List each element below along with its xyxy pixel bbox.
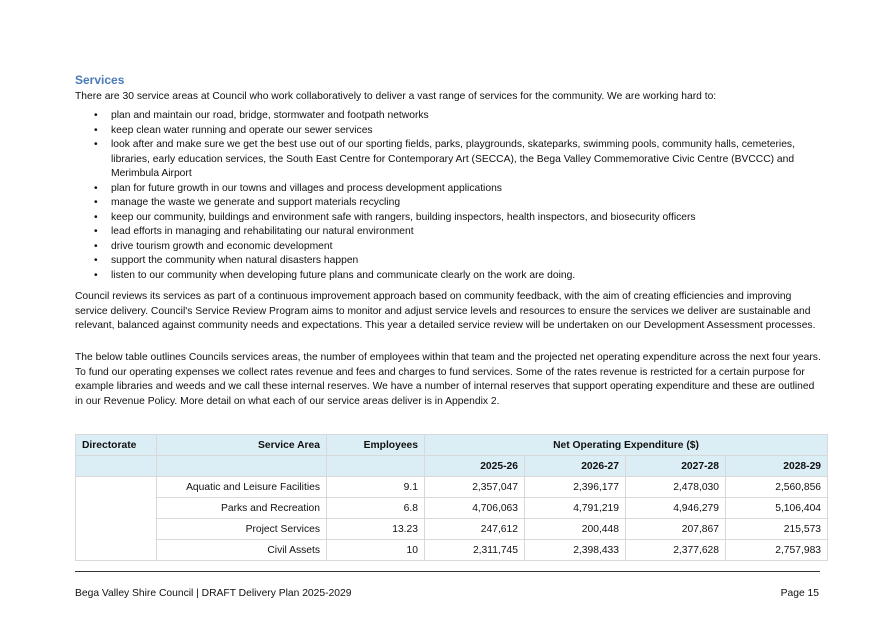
bullet-icon: • — [94, 124, 98, 136]
service-areas-table — [75, 434, 828, 561]
expenditure-cell: 2,377,628 — [626, 540, 726, 561]
bullet-icon: • — [94, 182, 98, 194]
expenditure-cell: 2,311,745 — [425, 540, 525, 561]
expenditure-cell: 2,398,433 — [525, 540, 626, 561]
intro-paragraph: There are 30 service areas at Council who work collaboratively to deliver a vast range of services for the community. We are working hard to: — [75, 91, 717, 102]
expenditure-cell: 200,448 — [525, 519, 626, 540]
services-bullet-list — [75, 109, 820, 283]
table-header-row — [76, 435, 828, 456]
bullet-icon: • — [94, 240, 98, 252]
expenditure-cell: 207,867 — [626, 519, 726, 540]
bullet-icon: • — [94, 269, 98, 281]
expenditure-cell: 2,357,047 — [425, 477, 525, 498]
service-review-paragraph: Council reviews its services as part of a continuous improvement approach based on community feedback, with the aim of creating efficiencies and improving service delivery. Council's Service Review Program aims to monitor and adjust service levels and resources to ensure the services we deliver are sustainable and relevant, balanced against community needs and expectations. This year a detailed service review will be undertaken on our Development Assessment processes. — [75, 291, 816, 331]
expenditure-cell: 215,573 — [726, 519, 828, 540]
expenditure-cell: 4,706,063 — [425, 498, 525, 519]
expenditure-cell: 4,791,219 — [525, 498, 626, 519]
footer-divider — [75, 571, 820, 572]
list-item — [75, 269, 820, 284]
list-item-text: plan for future growth in our towns and villages and process development applications — [111, 182, 502, 194]
footer-page-number: Page 15 — [780, 588, 819, 599]
list-item-text: look after and make sure we get the best use out of our sporting fields, parks, playgrounds, skateparks, swimming pools, community halls, cemeteries, libraries, early education services, the South East Centre for Contemporary Art (SECCA), the Bega Valley Commemorative Civic Centre (BVCCC) and Merimbula Airport — [111, 139, 795, 179]
employees-cell: 13.23 — [327, 519, 425, 540]
list-item — [75, 124, 820, 139]
list-item-text: listen to our community when developing future plans and communicate clearly on the work are doing. — [111, 269, 576, 281]
expenditure-cell: 2,478,030 — [626, 477, 726, 498]
header-net-operating-expenditure: Net Operating Expenditure ($) — [425, 435, 828, 456]
expenditure-cell: 247,612 — [425, 519, 525, 540]
list-item-text: manage the waste we generate and support materials recycling — [111, 197, 401, 208]
header-year: 2028-29 — [726, 456, 828, 477]
header-empty-cell — [76, 456, 157, 477]
list-item-text: keep clean water running and operate our sewer services — [111, 124, 373, 136]
employees-cell: 10 — [327, 540, 425, 561]
directorate-cell — [76, 477, 157, 561]
service-area-cell: Aquatic and Leisure Facilities — [157, 477, 327, 498]
expenditure-cell: 2,560,856 — [726, 477, 828, 498]
service-area-cell: Civil Assets — [157, 540, 327, 561]
employees-cell: 6.8 — [327, 498, 425, 519]
service-area-cell: Parks and Recreation — [157, 498, 327, 519]
list-item — [75, 240, 820, 255]
table-row — [76, 477, 828, 498]
bullet-icon: • — [94, 211, 98, 223]
bullet-icon: • — [94, 110, 98, 121]
table-row — [76, 519, 828, 540]
service-area-cell: Project Services — [157, 519, 327, 540]
header-directorate: Directorate — [76, 435, 157, 456]
list-item — [75, 109, 820, 124]
list-item-text: keep our community, buildings and environment safe with rangers, building inspectors, health inspectors, and biosecurity officers — [111, 211, 696, 223]
employees-cell: 9.1 — [327, 477, 425, 498]
list-item — [75, 225, 820, 240]
list-item — [75, 211, 820, 226]
header-empty-cell — [157, 456, 327, 477]
header-year: 2026-27 — [525, 456, 626, 477]
expenditure-cell: 4,946,279 — [626, 498, 726, 519]
expenditure-cell: 2,757,983 — [726, 540, 828, 561]
table-row — [76, 540, 828, 561]
bullet-icon: • — [94, 255, 98, 266]
section-heading: Services — [75, 73, 125, 87]
list-item — [75, 196, 820, 211]
list-item-text: drive tourism growth and economic development — [111, 240, 333, 252]
expenditure-cell: 5,106,404 — [726, 498, 828, 519]
header-year: 2027-28 — [626, 456, 726, 477]
table-year-row — [76, 456, 828, 477]
header-year: 2025-26 — [425, 456, 525, 477]
expenditure-cell: 2,396,177 — [525, 477, 626, 498]
footer-document-title: Bega Valley Shire Council | DRAFT Delivery Plan 2025-2029 — [75, 588, 352, 599]
header-service-area: Service Area — [157, 435, 327, 456]
bullet-icon: • — [94, 226, 98, 237]
table-intro-paragraph: The below table outlines Councils services areas, the number of employees within that team and the projected net operating expenditure across the next four years. To fund our operating expenses we collect rates revenue and fees and charges to fund services. Some of the rates revenue is restricted for a certain purpose for example libraries and weeds and we call these internal reserves. We have a number of internal reserves that support operating expenditure and these are outlined in our Revenue Policy. More detail on what each of our service areas deliver is in Appendix 2. — [75, 352, 821, 407]
header-empty-cell — [327, 456, 425, 477]
list-item — [75, 254, 820, 269]
list-item — [75, 182, 820, 197]
bullet-icon: • — [94, 197, 98, 208]
header-employees: Employees — [327, 435, 425, 456]
list-item — [75, 138, 820, 182]
list-item-text: lead efforts in managing and rehabilitating our natural environment — [111, 226, 414, 237]
list-item-text: support the community when natural disasters happen — [111, 255, 359, 266]
list-item-text: plan and maintain our road, bridge, stormwater and footpath networks — [111, 110, 429, 121]
bullet-icon: • — [94, 139, 98, 150]
table-row — [76, 498, 828, 519]
